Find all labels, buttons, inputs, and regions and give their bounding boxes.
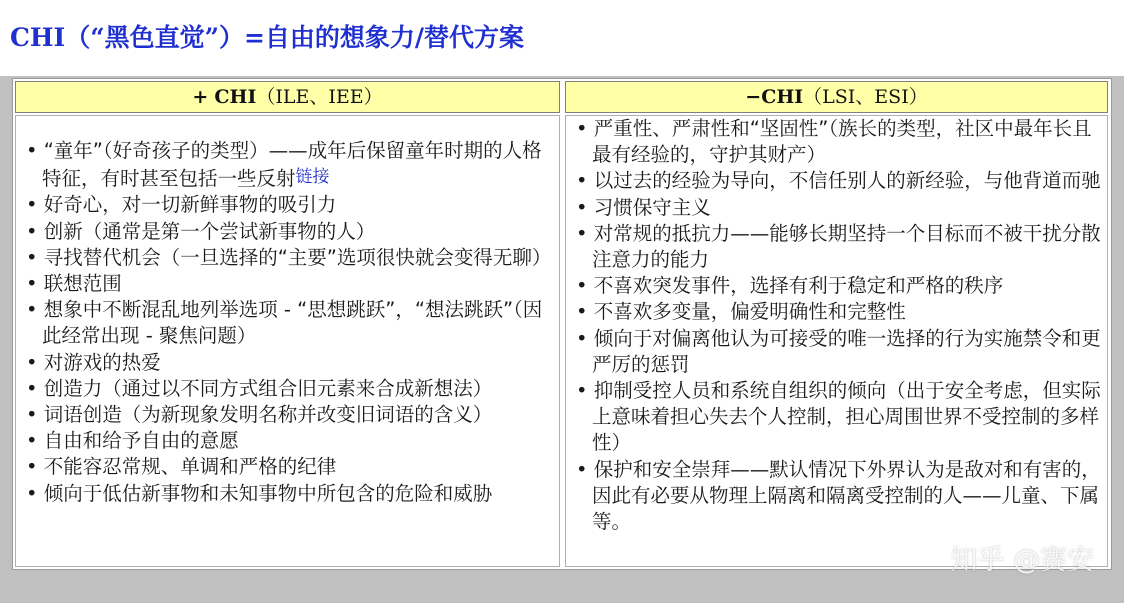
title-bar (0, 0, 1124, 76)
list-item: • 严重性、严肃性和“坚固性”（族长的类型，社区中最年长且最有经验的，守护其财产） (576, 116, 1101, 168)
body-cell-minus-chi (565, 115, 1108, 567)
header-types: （ILE、IEE） (256, 86, 383, 108)
comparison-table (12, 78, 1112, 570)
list-item: • 倾向于对偏离他认为可接受的唯一选择的行为实施禁令和更严厉的惩罚 (576, 326, 1101, 378)
header-types: （LSI、ESI） (803, 86, 928, 108)
list-item: • 好奇心，对一切新鲜事物的吸引力 (26, 192, 553, 218)
column-plus-chi (13, 79, 562, 569)
list-minus-chi (576, 116, 1101, 535)
list-item: • 对游戏的热爱 (26, 350, 553, 376)
link[interactable]: 链接 (295, 167, 330, 188)
list-item: • 保护和安全崇拜——默认情况下外界认为是敌对和有害的，因此有必要从物理上隔离和隔离受控制的人——儿童、下属等。 (576, 457, 1101, 536)
body-cell-plus-chi (15, 115, 560, 567)
list-item: • 自由和给予自由的意愿 (26, 428, 553, 454)
list-item: • 创新（通常是第一个尝试新事物的人） (26, 219, 553, 245)
list-item: • 不能容忍常规、单调和严格的纪律 (26, 454, 553, 480)
list-item: • 抑制受控人员和系统自组织的倾向（出于安全考虑，但实际上意味着担心失去个人控制，担心周围世界不受控制的多样性） (576, 378, 1101, 457)
header-function: CHI (761, 86, 804, 108)
list-item: • 倾向于低估新事物和未知事物中所包含的危险和威胁 (26, 481, 553, 507)
header-sign: − (745, 86, 762, 108)
list-item: • 词语创造（为新现象发明名称并改变旧词语的含义） (26, 402, 553, 428)
watermark: 知乎 @赛安 (950, 545, 1094, 576)
header-plus-chi (15, 81, 560, 113)
list-item: • “童年”（好奇孩子的类型）——成年后保留童年时期的人格特征，有时甚至包括一些反射链接 (26, 138, 553, 192)
header-function: CHI (214, 86, 257, 108)
list-item: • 不喜欢多变量，偏爱明确性和完整性 (576, 299, 1101, 325)
list-item: • 习惯保守主义 (576, 195, 1101, 221)
list-item: • 对常规的抵抗力——能够长期坚持一个目标而不被干扰分散注意力的能力 (576, 221, 1101, 273)
page-title: CHI（“黑色直觉”）=自由的想象力/替代方案 (10, 23, 525, 52)
list-item: • 想象中不断混乱地列举选项 - “思想跳跃”，“想法跳跃”（因此经常出现 - 聚焦问题） (26, 297, 553, 349)
list-item: • 以过去的经验为导向，不信任别人的新经验，与他背道而驰 (576, 168, 1101, 194)
column-minus-chi (563, 79, 1110, 569)
list-plus-chi (26, 138, 553, 507)
list-item: • 不喜欢突发事件，选择有利于稳定和严格的秩序 (576, 273, 1101, 299)
list-item: • 寻找替代机会（一旦选择的“主要”选项很快就会变得无聊） (26, 245, 553, 271)
header-minus-chi (565, 81, 1108, 113)
list-item: • 联想范围 (26, 271, 553, 297)
header-sign: + (192, 86, 209, 108)
list-item: • 创造力（通过以不同方式组合旧元素来合成新想法） (26, 376, 553, 402)
